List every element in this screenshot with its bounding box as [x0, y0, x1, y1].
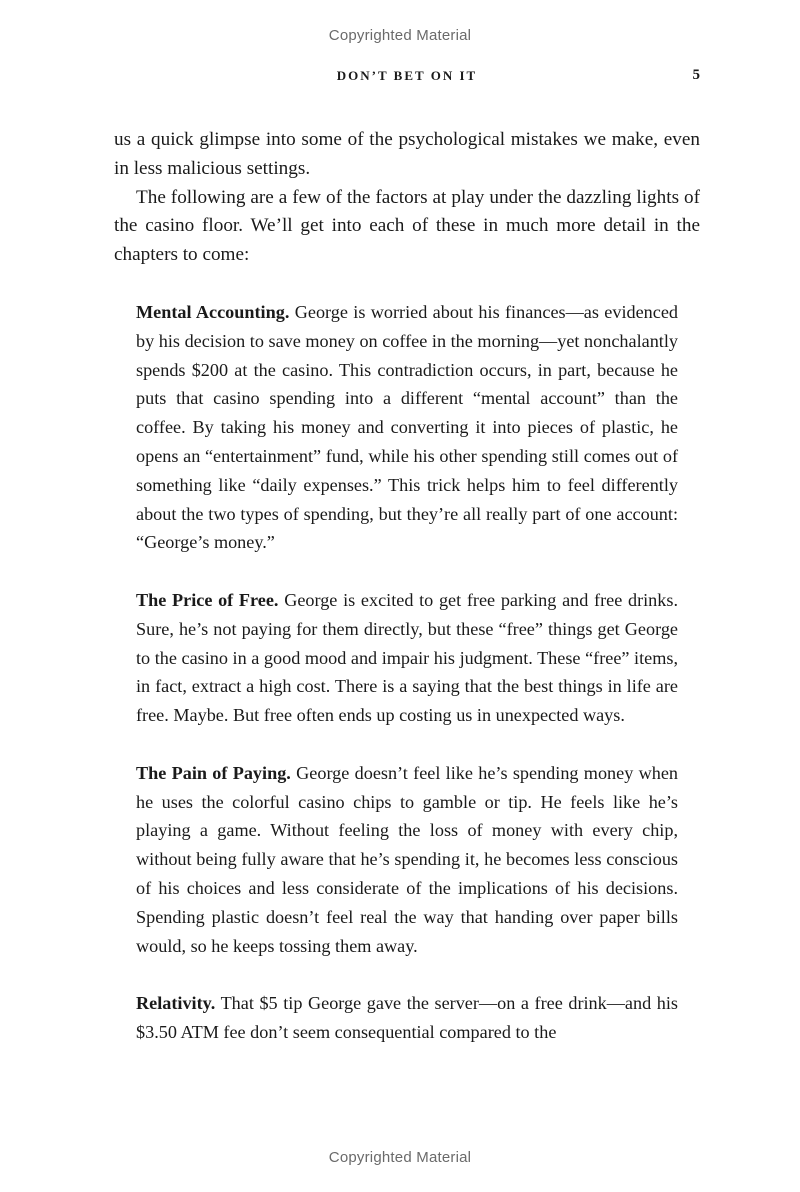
- copyright-watermark-top: Copyrighted Material: [328, 27, 472, 44]
- factor-text: That $5 tip George gave the server—on a free drink—and his $3.50 ATM fee don’t seem consequential compared to the: [136, 993, 678, 1042]
- factor-term: Relativity.: [136, 993, 216, 1014]
- running-header: [114, 68, 700, 88]
- factor-term: The Price of Free.: [136, 589, 279, 610]
- factor-entry-mental-accounting: [136, 298, 678, 557]
- factor-entry-price-of-free: [136, 586, 678, 730]
- copyright-watermark-bottom: Copyrighted Material: [328, 1149, 472, 1166]
- factor-text: George doesn’t feel like he’s spending money when he uses the colorful casino chips to gamble or tip. He feels like he’s playing a game. Without feeling the loss of money with every chip, without being fully aware that he’s spending it, he becomes less conscious of his choices and less considerate of the implications of his decisions. Spending plastic doesn’t feel real the way that handing over paper bills would, so he keeps tossing them away.: [136, 762, 678, 956]
- running-title: DON’T BET ON IT: [336, 68, 478, 83]
- factor-term: The Pain of Paying.: [136, 762, 291, 783]
- factor-entry-relativity: [136, 989, 678, 1047]
- intro-paragraph-2: The following are a few of the factors at play under the dazzling lights of the casino floor. We’ll get into each of these in much more detail in the chapters to come:: [114, 186, 700, 266]
- factor-list: [136, 298, 678, 1076]
- factor-text: George is worried about his finances—as evidenced by his decision to save money on coffee in the morning—yet nonchalantly spends $200 at the casino. This contradiction occurs, in part, because he puts that casino spending into a different “mental account” than the coffee. By taking his money and converting it into pieces of plastic, he opens an “entertainment” fund, while his other spending still comes out of something like “daily expenses.” This trick helps him to feel differently about the two types of spending, but they’re all really part of one account: “George’s money.”: [136, 302, 678, 553]
- intro-paragraph-1: us a quick glimpse into some of the psychological mistakes we make, even in less malicious settings.: [114, 129, 700, 179]
- page-number: 5: [692, 67, 700, 83]
- body-text: [114, 126, 700, 270]
- factor-term: Mental Accounting.: [136, 302, 290, 322]
- factor-entry-pain-of-paying: [136, 759, 678, 961]
- factor-text: George is excited to get free parking and free drinks. Sure, he’s not paying for them directly, but these “free” things get George to the casino in a good mood and impair his judgment. These “free” items, in fact, extract a high cost. There is a saying that the best things in life are free. Maybe. But free often ends up costing us in unexpected ways.: [136, 589, 678, 726]
